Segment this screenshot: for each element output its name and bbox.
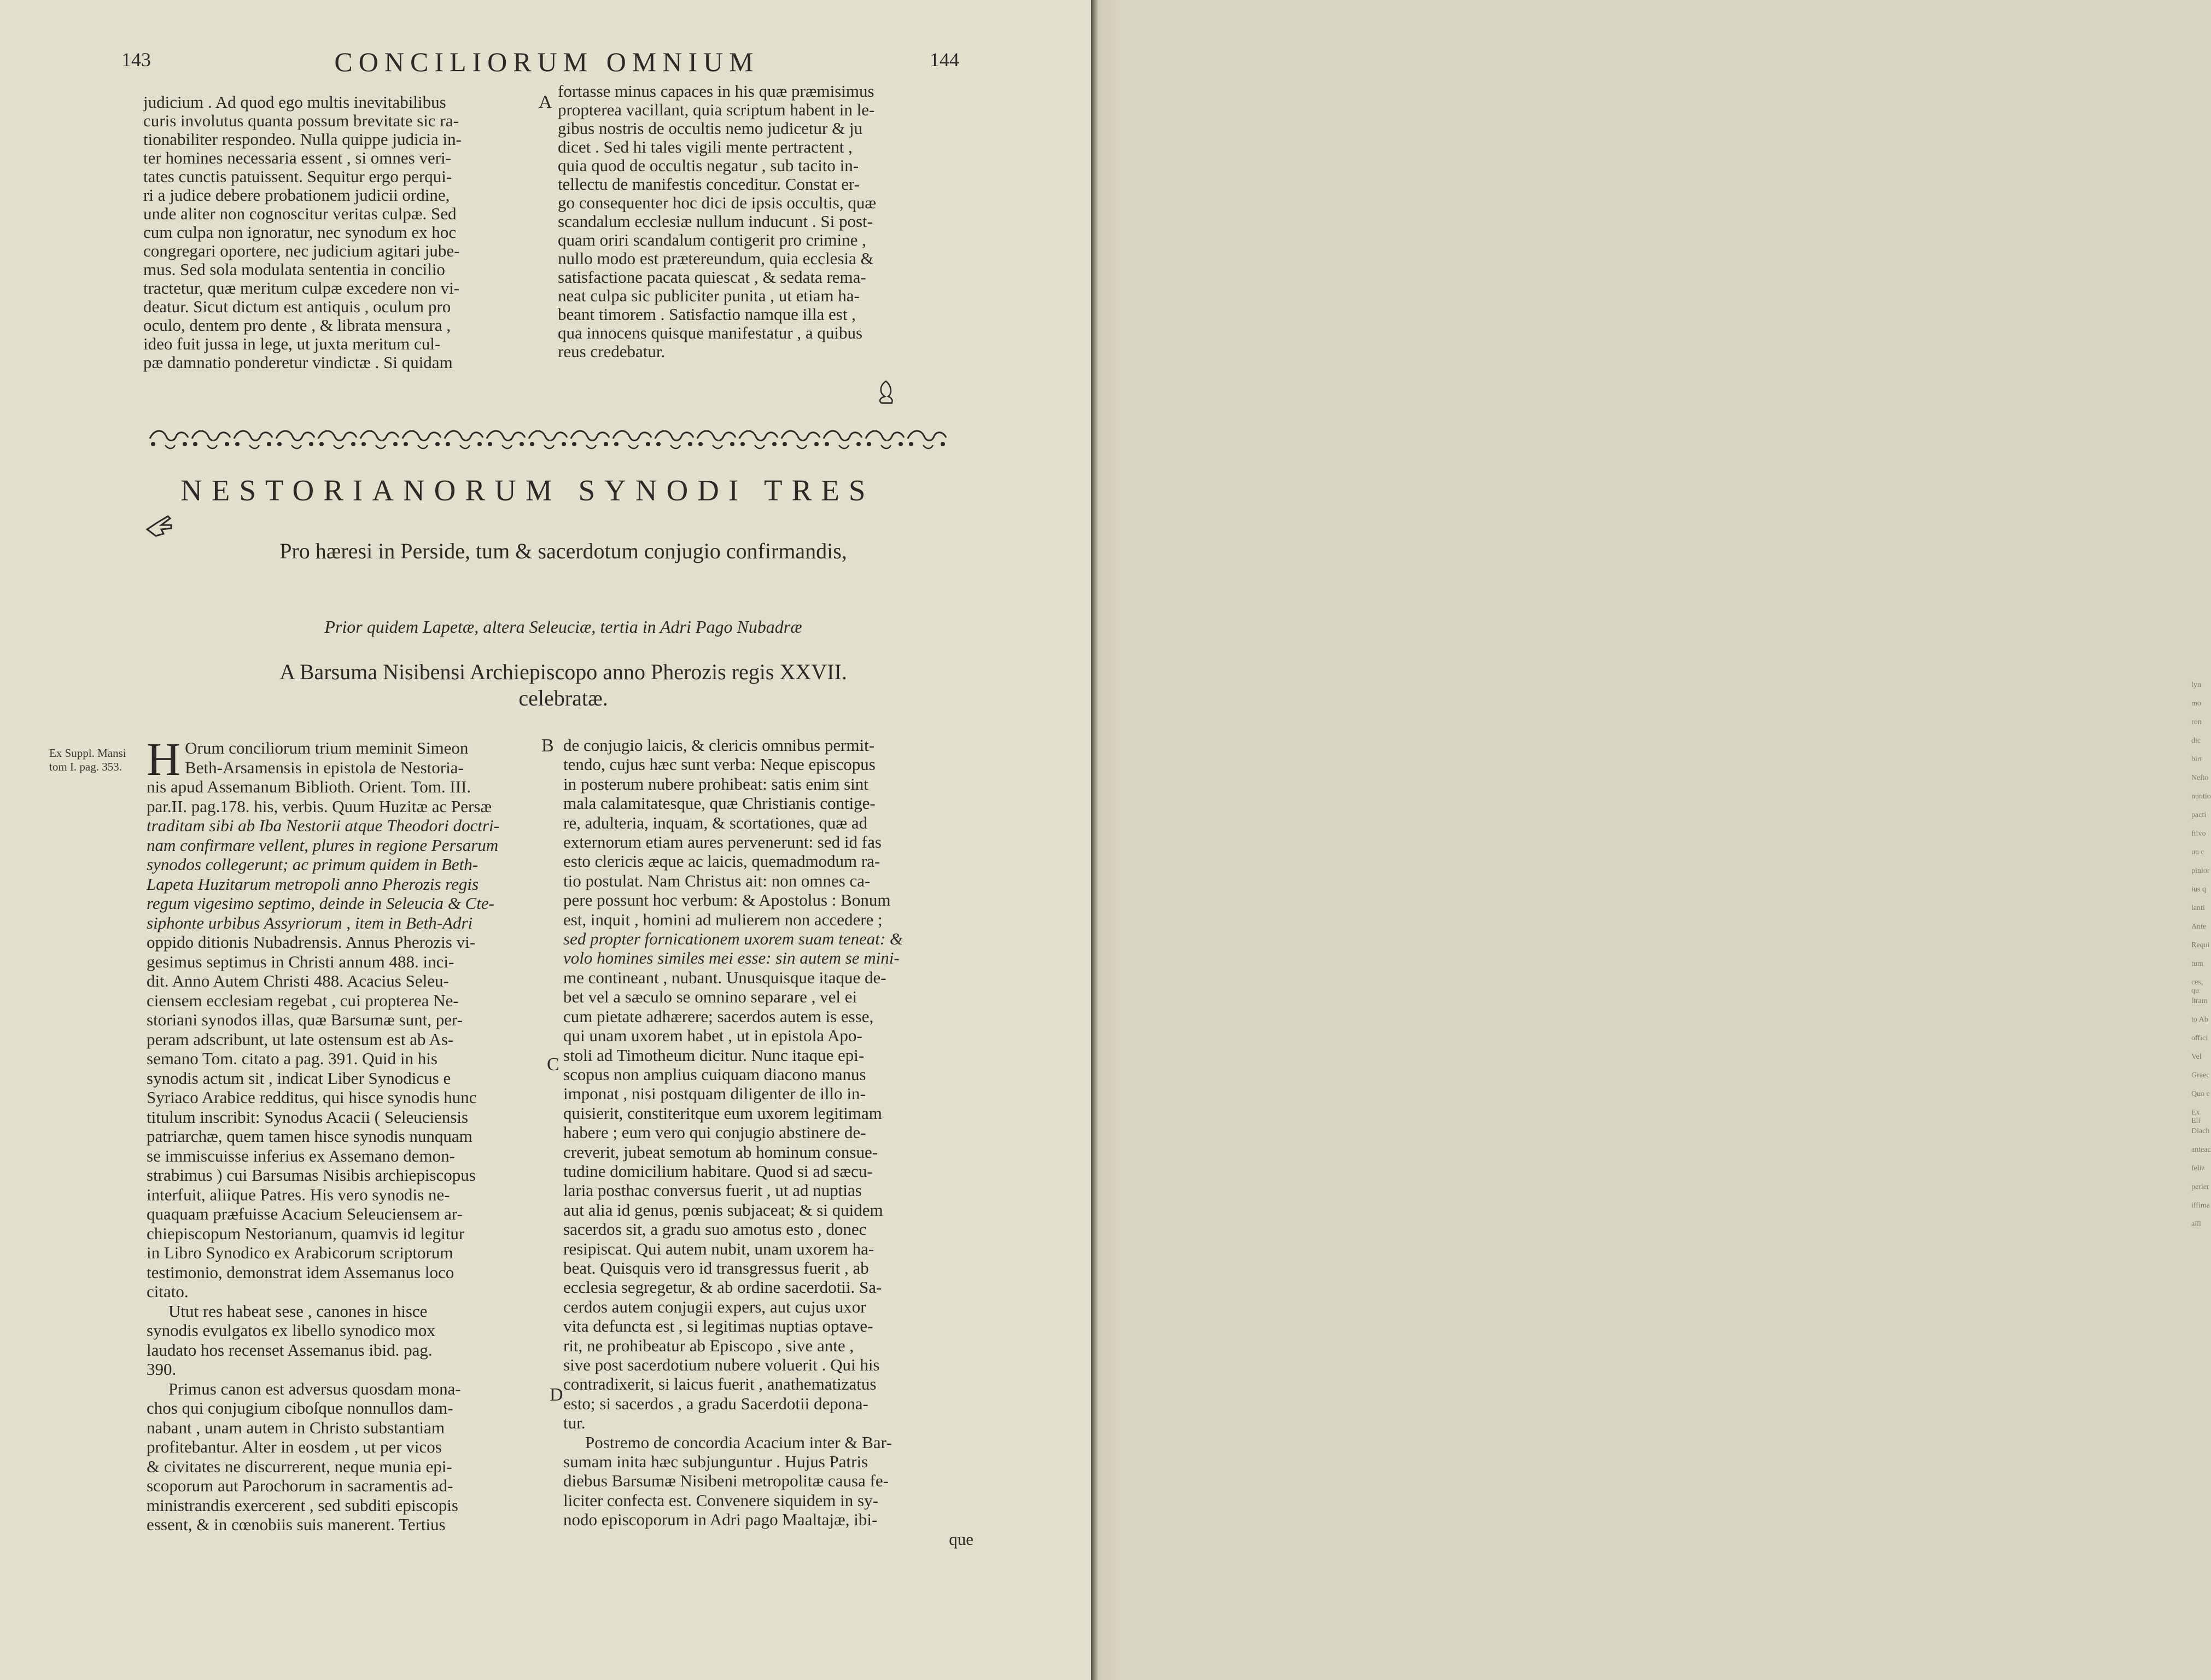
- drop-cap: H: [147, 733, 181, 785]
- book-gutter: [1091, 0, 2211, 1680]
- next-page-fragment: Graec: [2191, 1071, 2210, 1080]
- ornament-unit: [234, 431, 272, 448]
- text-line: Orum conciliorum trium meminit Simeon: [185, 738, 469, 757]
- text-line: dit. Anno Autem Christi 488. Acacius Seleu-: [147, 971, 449, 990]
- text-line: ri a judice debere probationem judicii ordine,: [143, 185, 450, 205]
- next-page-fragment: pacti: [2191, 811, 2207, 819]
- next-page-fragment: mo: [2191, 699, 2201, 708]
- text-line: pæ damnatio ponderetur vindictæ . Si quidam: [143, 353, 453, 372]
- text-line: neat culpa sic publiciter punita , ut etiam ha-: [558, 286, 860, 305]
- ornament-unit: [613, 431, 651, 448]
- next-page-fragment: nuntio: [2191, 792, 2211, 801]
- text-line: traditam sibi ab Iba Nestorii atque Theodori doctri-: [147, 816, 499, 835]
- next-page-fragment: perier: [2191, 1183, 2209, 1191]
- text-line: que: [949, 1529, 973, 1549]
- top-column-right: [558, 82, 973, 361]
- text-line: gibus nostris de occultis nemo judicetur & ju: [558, 119, 863, 138]
- ornament-unit: [318, 431, 357, 448]
- text-line: esto clericis æque ac laicis, quemadmodum ra-: [563, 851, 880, 871]
- text-line: gesimus septimus in Christi annum 488. inci-: [147, 952, 454, 971]
- text-line: tur.: [563, 1413, 586, 1433]
- next-page-fragment: Diach: [2191, 1127, 2210, 1135]
- text-line: storiani synodos illas, quæ Barsumæ sunt, per-: [147, 1010, 463, 1029]
- ornament-unit: [697, 431, 736, 448]
- text-line: rit, ne prohibeatur ab Episcopo , sive ante ,: [563, 1335, 854, 1355]
- text-line: tionabiliter respondeo. Nulla quippe judicia in-: [143, 130, 462, 149]
- ornament-unit: [529, 431, 567, 448]
- next-page-fragment: offici: [2191, 1034, 2208, 1042]
- next-page-fragment: anteac: [2191, 1146, 2211, 1154]
- text-line: essent, & in cœnobiis suis manerent. Tertius: [147, 1515, 446, 1534]
- text-line: nullo modo est prætereundum, quia ecclesia &: [558, 249, 874, 268]
- text-line: creverit, jubeat semotum ab hominum consue-: [563, 1142, 878, 1162]
- text-line: siphonte urbibus Assyriorum , item in Beth-Adri: [147, 913, 473, 932]
- next-page-fragment: Quo e: [2191, 1090, 2210, 1098]
- text-line: nodo episcoporum in Adri pago Maaltajæ, ibi-: [563, 1510, 878, 1530]
- text-line: nam confirmare vellent, plures in regione Persarum: [147, 835, 499, 855]
- section-letter-b: B: [541, 736, 554, 756]
- next-page-fragment: un c: [2191, 848, 2204, 856]
- text-line: synodis evulgatos ex libello synodico mox: [147, 1321, 435, 1340]
- text-line: quam oriri scandalum contigerit pro crimine ,: [558, 230, 866, 249]
- ornament-unit: [487, 431, 525, 448]
- text-line: de conjugio laicis, & clericis omnibus permit-: [563, 736, 875, 755]
- text-line: quaquam præfuisse Acacium Seleuciensem ar-: [147, 1204, 463, 1223]
- text-line: externorum etiam aures pervenerunt: sed id fas: [563, 832, 882, 852]
- text-line: nabant , unam autem in Christo substantiam: [147, 1418, 445, 1437]
- text-line: unde aliter non cognoscitur veritas culpæ. Sed: [143, 204, 457, 223]
- text-line: se immiscuisse inferius ex Assemano demon-: [147, 1146, 455, 1165]
- text-line: tellectu de manifestis conceditur. Constat er-: [558, 174, 860, 194]
- text-line: oculo, dentem pro dente , & librata mensura ,: [143, 316, 451, 335]
- text-line: beant timorem . Satisfactio namque illa est ,: [558, 305, 856, 324]
- next-page-fragment: ces, qu: [2191, 978, 2203, 995]
- text-line: synodis actum sit , indicat Liber Synodicus e: [147, 1068, 451, 1088]
- text-line: resipiscat. Qui autem nubit, unam uxorem ha-: [563, 1239, 874, 1258]
- text-line: judicium . Ad quod ego multis inevitabilibus: [143, 92, 446, 112]
- text-line: quia quod de occultis negatur , sub tacito in-: [558, 156, 859, 175]
- section-letter-a: A: [539, 92, 552, 112]
- margin-note: [49, 746, 137, 774]
- text-line: esto; si sacerdos , a gradu Sacerdotii depona-: [563, 1393, 868, 1413]
- text-line: me contineant , nubant. Unusquisque itaque de-: [563, 967, 886, 987]
- ornament-unit: [192, 431, 230, 448]
- ornament-unit: [908, 431, 946, 448]
- ornament-unit: [571, 431, 609, 448]
- text-line: tates cunctis patuissent. Sequitur ergo perqui-: [143, 167, 452, 186]
- ornament-unit: [824, 431, 862, 448]
- text-line: qua innocens quisque manifestatur , a quibus: [558, 323, 863, 342]
- text-line: bet vel a sæculo se omnino separare , vel ei: [563, 987, 857, 1007]
- text-line: citato.: [147, 1282, 189, 1301]
- text-line: go consequenter hoc dici de ipsis occultis, quæ: [558, 193, 876, 212]
- text-line: Utut res habeat sese , canones in hisce: [168, 1301, 428, 1321]
- ornament-unit: [866, 431, 904, 448]
- ornament-unit: [402, 431, 441, 448]
- text-line: vita defuncta est , si legitimas nuptias optave-: [563, 1316, 873, 1336]
- next-page-fragment: dic: [2191, 737, 2201, 745]
- next-page-fragment: to Ab: [2191, 1016, 2208, 1024]
- next-page-fragment: lyn: [2191, 681, 2201, 689]
- text-line: tio postulat. Nam Christus ait: non omnes ca-: [563, 871, 871, 890]
- ornament-unit: [150, 431, 188, 448]
- text-line: in Libro Synodico ex Arabicorum scriptorum: [147, 1243, 453, 1262]
- text-line: dicet . Sed hi tales vigili mente pertractent ,: [558, 137, 853, 156]
- text-line: in posterum nubere prohibeat: satis enim sint: [563, 774, 868, 794]
- next-page-fragment: ron: [2191, 718, 2202, 726]
- body-column-right: [563, 736, 973, 1549]
- text-line: reus credebatur.: [558, 342, 666, 361]
- book-page: [0, 0, 1094, 1680]
- text-line: satisfactione pacata quiescat , & sedata rema-: [558, 267, 866, 287]
- text-line: qui unam uxorem habet , ut in epistola Apo-: [563, 1026, 862, 1046]
- pointing-hand-icon: [145, 513, 173, 539]
- text-line: oppido ditionis Nubadrensis. Annus Pherozis vi-: [147, 932, 476, 952]
- text-line: congregari oportere, nec judicium agitari jube-: [143, 241, 460, 260]
- text-line: sacerdos sit, a gradu suo amotus esto , donec: [563, 1220, 867, 1239]
- text-line: sed propter fornicationem uxorem suam teneat: &: [563, 929, 903, 949]
- running-title: CONCILIORUM OMNIUM: [334, 46, 760, 77]
- text-line: ter homines necessaria essent , si omnes veri-: [143, 148, 451, 167]
- ornament-unit: [360, 431, 399, 448]
- text-line: interfuit, aliique Patres. His vero synodis ne-: [147, 1185, 450, 1204]
- text-line: mala calamitatesque, quæ Christianis contige-: [563, 794, 876, 813]
- section-letter-d: D: [550, 1385, 563, 1405]
- text-line: quisierit, constiteritque eum uxorem legitimam: [563, 1103, 882, 1123]
- text-line: fortasse minus capaces in his quæ præmisimus: [558, 81, 874, 101]
- text-line: & civitates ne discurrerent, neque munia epi-: [147, 1456, 452, 1476]
- text-line: pere possunt hoc verbum: & Apostolus : Bonum: [563, 890, 891, 910]
- text-line: stoli ad Timotheum dicitur. Nunc itaque epi-: [563, 1045, 865, 1065]
- ornament-unit: [655, 431, 693, 448]
- text-line: cum pietate adhærere; sacerdos autem is esse,: [563, 1006, 874, 1026]
- next-page-fragment: Requi: [2191, 941, 2210, 949]
- text-line: 390.: [147, 1360, 177, 1379]
- text-line: strabimus ) cui Barsumas Nisibis archiepiscopus: [147, 1165, 476, 1185]
- next-page-fragment: Ex Eli: [2191, 1109, 2201, 1125]
- text-line: beat. Quisquis vero id transgressus fuerit , ab: [563, 1258, 869, 1278]
- text-line: profitebantur. Alter in eosdem , ut per vicos: [147, 1437, 442, 1456]
- text-line: chiepiscopum Nestorianum, quamvis id legitur: [147, 1223, 465, 1243]
- next-page-fragment: birt: [2191, 755, 2202, 763]
- text-line: semano Tom. citato a pag. 391. Quid in his: [147, 1049, 437, 1068]
- text-line: re, adulteria, inquam, & scortationes, quæ ad: [563, 813, 868, 832]
- text-line: habere ; eum vero qui conjugio abstinere de-: [563, 1123, 866, 1142]
- text-line: titulum inscribit: Synodus Acacii ( Seleuciensis: [147, 1107, 469, 1127]
- text-line: ministrandis exercerent , sed subditi episcopis: [147, 1495, 458, 1515]
- text-line: deatur. Sicut dictum est antiquis , oculum pro: [143, 297, 451, 316]
- next-page-fragment: ftivo: [2191, 830, 2206, 838]
- ornament-unit: [276, 431, 314, 448]
- text-line: Beth-Arsamensis in epistola de Nestoria-: [185, 757, 464, 777]
- text-line: ciensem ecclesiam regebat , cui propterea Ne-: [147, 990, 459, 1010]
- text-line: volo homines similes mei esse: sin autem se mini-: [563, 948, 900, 968]
- next-page-fragment: Ante: [2191, 923, 2207, 931]
- text-line: laudato hos recenset Assemanus ibid. pag.: [147, 1340, 433, 1360]
- margin-note-text: Ex Suppl. Mansi tom I. pag. 353.: [49, 746, 126, 773]
- text-line: Primus canon est adversus quosdam mona-: [168, 1379, 461, 1398]
- text-line: scopus non amplius cuiquam diacono manus: [563, 1064, 866, 1084]
- text-line: sumam inita hæc subjunguntur . Hujus Patris: [563, 1452, 868, 1472]
- text-line: cerdos autem conjugii expers, aut cujus uxor: [563, 1297, 866, 1316]
- text-line: aut alia id genus, pœnis subjaceat; & si quidem: [563, 1200, 883, 1220]
- next-page-fragment: Vel: [2191, 1053, 2202, 1061]
- body-column-left: [147, 733, 542, 1535]
- text-line: Postremo de concordia Acacium inter & Bar-: [585, 1432, 892, 1452]
- next-page-fragment: Neſto: [2191, 774, 2209, 782]
- text-line: liciter confecta est. Convenere siquidem in sy-: [563, 1490, 878, 1510]
- text-line: tractetur, quæ meritum culpæ excedere non vi-: [143, 278, 460, 298]
- text-line: ecclesia segregetur, & ab ordine sacerdotii. Sa-: [563, 1278, 882, 1297]
- text-line: propterea vacillant, quia scriptum habent in le-: [558, 100, 875, 119]
- text-line: sive post sacerdotium nubere voluerit . Qui his: [563, 1355, 880, 1374]
- page-number-left: 143: [121, 49, 151, 71]
- text-line: peram adscribunt, ut late ostensum est ab As-: [147, 1029, 454, 1049]
- text-line: patriarchæ, quem tamen hisce synodis nunquam: [147, 1127, 472, 1146]
- text-line: par.II. pag.178. his, verbis. Quum Huzitæ ac Persæ: [147, 796, 492, 816]
- ornament-unit: [739, 431, 778, 448]
- text-line: curis involutus quanta possum brevitate sic ra-: [143, 111, 459, 130]
- synod-locations: Prior quidem Lapetæ, altera Seleuciæ, tertia in Adri Pago Nubadræ: [324, 617, 802, 637]
- text-line: Lapeta Huzitarum metropoli anno Pherozis regis: [147, 874, 479, 894]
- text-line: testimonio, demonstrat idem Assemanus loco: [147, 1262, 454, 1282]
- next-page-fragment: pinior: [2191, 867, 2210, 875]
- page-number-right: 144: [930, 49, 959, 71]
- next-page-fragment: iffima: [2191, 1201, 2210, 1210]
- text-line: mus. Sed sola modulata sententia in concilio: [143, 260, 445, 279]
- text-line: est, inquit , homini ad mulierem non accedere ;: [563, 909, 883, 929]
- next-page-fragment: feliz: [2191, 1164, 2205, 1172]
- text-line: regum vigesimo septimo, deinde in Seleucia & Cte-: [147, 894, 494, 913]
- ornamental-divider: [149, 425, 952, 451]
- text-line: tendo, cujus hæc sunt verba: Neque episcopus: [563, 755, 876, 774]
- ornament-unit: [781, 431, 820, 448]
- text-line: tudine domicilium habitare. Quod si ad sæcu-: [563, 1161, 873, 1181]
- text-line: nis apud Assemanum Biblioth. Orient. Tom. III.: [147, 777, 471, 796]
- next-page-fragment: ſtram: [2191, 997, 2208, 1005]
- next-page-fragment: tum: [2191, 960, 2203, 968]
- hand-tailpiece-icon: [875, 380, 897, 404]
- text-line: ideo fuit jussa in lege, ut juxta meritum cul-: [143, 334, 441, 353]
- next-page-fragment: aſſi: [2191, 1220, 2201, 1228]
- text-line: imponat , nisi postquam diligenter de illo in-: [563, 1084, 866, 1104]
- ornament-unit: [445, 431, 483, 448]
- text-line: laria posthac conversus fuerit , ut ad nuptias: [563, 1181, 862, 1200]
- text-line: diebus Barsumæ Nisibeni metropolitæ causa fe-: [563, 1471, 889, 1491]
- text-line: scandalum ecclesiæ nullum inducunt . Si post-: [558, 212, 873, 231]
- text-line: cum culpa non ignoratur, nec synodum ex hoc: [143, 223, 457, 242]
- synod-dedication: A Barsuma Nisibensi Archiepiscopo anno Pherozis regis XXVII. celebratæ.: [279, 660, 847, 710]
- section-letter-c: C: [547, 1054, 559, 1075]
- text-line: Syriaco Arabice redditus, qui hisce synodis hunc: [147, 1088, 477, 1107]
- next-page-fragment: ius q: [2191, 885, 2206, 894]
- section-heading: NESTORIANORUM SYNODI TRES: [180, 474, 875, 507]
- next-page-fragment: lanti: [2191, 904, 2205, 912]
- text-line: scoporum aut Parochorum in sacramentis ad-: [147, 1476, 453, 1495]
- section-subtitle: Pro hæresi in Perside, tum & sacerdotum conjugio confirmandis,: [279, 539, 847, 563]
- text-line: synodos collegerunt; ac primum quidem in Beth-: [147, 855, 479, 874]
- top-column-left: [143, 93, 542, 372]
- text-line: contradixerit, si laicus fuerit , anathematizatus: [563, 1374, 877, 1394]
- text-line: chos qui conjugium ciboſque nonnullos dam-: [147, 1398, 453, 1418]
